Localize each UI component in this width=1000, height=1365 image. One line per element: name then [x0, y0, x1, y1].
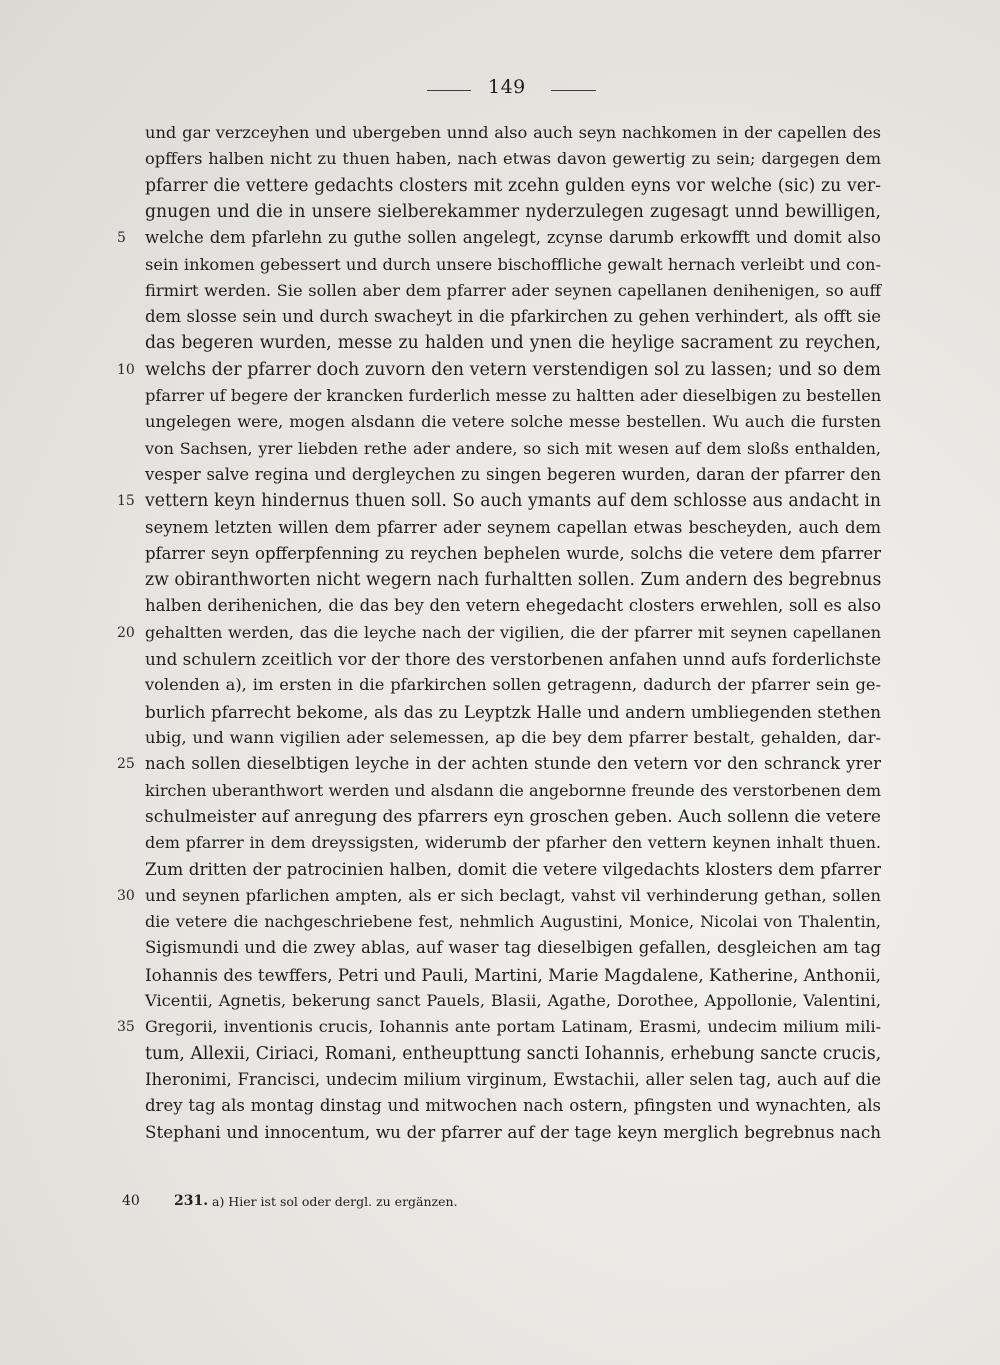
text-line: vesper salve regina und dergleychen zu singen begeren wurden, daran der pfarrer den [145, 464, 881, 484]
text-line: tum, Allexii, Ciriaci, Romani, entheupttung sancti Iohannis, erhebung sancte crucis, [145, 1043, 882, 1064]
text-line: volenden a), im ersten in die pfarkirchen sollen getragenn, dadurch der pfarrer sein ge- [145, 675, 881, 695]
page-number: 149 [488, 76, 526, 98]
text-line: ungelegen were, mogen alsdann die vetere solche messe bestellen. Wu auch die fursten [145, 412, 881, 432]
text-line: nach sollen dieselbtigen leyche in der achten stunde den vetern vor den schranck yrer [145, 754, 881, 774]
text-line: Iheronimi, Francisci, undecim milium virginum, Ewstachii, aller selen tag, auch auf die [145, 1069, 881, 1089]
text-line: Sigismundi und die zwey ablas, auf waser tag dieselbigen gefallen, desgleichen am tag [145, 938, 881, 958]
line-number: 35 [117, 1019, 135, 1036]
text-line: firmirt werden. Sie sollen aber dem pfarrer ader seynen capellanen denihenigen, so auff [145, 280, 881, 300]
text-line: pfarrer uf begere der krancken furderlich messe zu haltten ader dieselbigen zu bestellen [145, 386, 882, 405]
text-line: Stephani und innocentum, wu der pfarrer auf der tage keyn merglich begrebnus nach [145, 1122, 881, 1143]
text-line: pfarrer seyn opfferpfenning zu reychen bephelen wurde, solchs die vetere dem pfarrer [145, 543, 881, 563]
text-line: und schulern zceitlich vor der thore des verstorbenen anfahen unnd aufs forderlichste [145, 649, 881, 669]
text-line: zw obiranthworten nicht wegern nach furhaltten sollen. Zum andern des begrebnus [145, 570, 882, 591]
text-line: Vicentii, Agnetis, bekerung sanct Pauels, Blasii, Agathe, Dorothee, Appollonie, Valentini, [145, 990, 881, 1010]
text-line: seynem letzten willen dem pfarrer ader seynem capellan etwas bescheyden, auch dem [145, 517, 881, 537]
text-line: gnugen und die in unsere sielberekammer nyderzulegen zugesagt unnd bewilligen, [145, 201, 881, 222]
text-line: schulmeister auf anregung des pfarrers eyn groschen geben. Auch sollenn die vetere [145, 806, 881, 827]
text-line: drey tag als montag dinstag und mitwochen nach ostern, pfingsten und wynachten, als [145, 1096, 881, 1116]
text-line: welche dem pfarlehn zu guthe sollen angelegt, zcynse darumb erkowfft und domit also [145, 228, 881, 248]
text-line: pfarrer die vettere gedachts closters mit zcehn gulden eyns vor welche (sic) zu ver- [145, 175, 881, 196]
line-number: 20 [117, 624, 135, 641]
line-number: 25 [117, 756, 135, 773]
text-line: halben derihenichen, die das bey den vetern ehegedacht closters erwehlen, soll es also [145, 596, 881, 616]
text-line: und seynen pfarlichen ampten, als er sich beclagt, vahst vil verhinderung gethan, sollen [145, 885, 881, 905]
text-line: opffers halben nicht zu thuen haben, nach etwas davon gewertig zu sein; dargegen dem [145, 149, 881, 169]
text-line: gehaltten werden, das die leyche nach der vigilien, die der pfarrer mit seynen capellanen [145, 622, 881, 642]
text-line: burlich pfarrecht bekome, als das zu Leyptzk Halle und andern umbliegenden stethen [145, 701, 881, 722]
text-line: kirchen uberanthwort werden und alsdann die angebornne freunde des verstorbenen dem [145, 780, 881, 800]
text-line: sein inkomen gebessert und durch unsere bischoffliche gewalt hernach verleibt und con- [145, 254, 881, 274]
line-number: 30 [117, 887, 135, 904]
footnote [0, 1190, 1000, 1212]
header-rule-left [427, 90, 471, 91]
text-line: die vetere die nachgeschriebene fest, nehmlich Augustini, Monice, Nicolai von Thalentin, [145, 912, 881, 931]
page-header [0, 76, 1000, 102]
line-number: 10 [117, 361, 135, 378]
text-line: Zum dritten der patrocinien halben, domit die vetere vilgedachts klosters dem pfarrer [145, 859, 881, 880]
text-line: von Sachsen, yrer liebden rethe ader andere, so sich mit wesen auf dem sloßs enthalden, [145, 438, 881, 458]
text-line: dem slosse sein und durch swacheyt in die pfarkirchen zu gehen verhindert, als offt sie [145, 307, 881, 327]
footnote-reference: 231. [174, 1193, 209, 1209]
text-line: welchs der pfarrer doch zuvorn den vetern verstendigen sol zu lassen; und so dem [145, 359, 881, 380]
text-line: vettern keyn hindernus thuen soll. So auch ymants auf dem schlosse aus andacht in [145, 491, 881, 512]
line-number: 5 [117, 230, 126, 247]
text-line: das begeren wurden, messe zu halden und ynen die heylige sacrament zu reychen, [145, 333, 881, 354]
text-line: ubig, und wann vigilien ader selemessen, ap die bey dem pfarrer bestalt, gehalden, dar- [145, 727, 881, 747]
text-line: und gar verzceyhen und ubergeben unnd also auch seyn nachkomen in der capellen des [145, 123, 881, 142]
footnote-text: a) Hier ist sol oder dergl. zu ergänzen. [212, 1194, 458, 1209]
text-line: dem pfarrer in dem dreyssigsten, widerumb der pfarher den vettern keynen inhalt thuen. [145, 833, 881, 853]
text-line: Iohannis des tewffers, Petri und Pauli, Martini, Marie Magdalene, Katherine, Anthonii, [145, 964, 881, 985]
text-line: Gregorii, inventionis crucis, Iohannis ante portam Latinam, Erasmi, undecim milium mili- [145, 1017, 881, 1037]
footnote-line-number: 40 [122, 1193, 140, 1209]
header-rule-right [551, 90, 596, 91]
line-number: 15 [117, 493, 135, 510]
